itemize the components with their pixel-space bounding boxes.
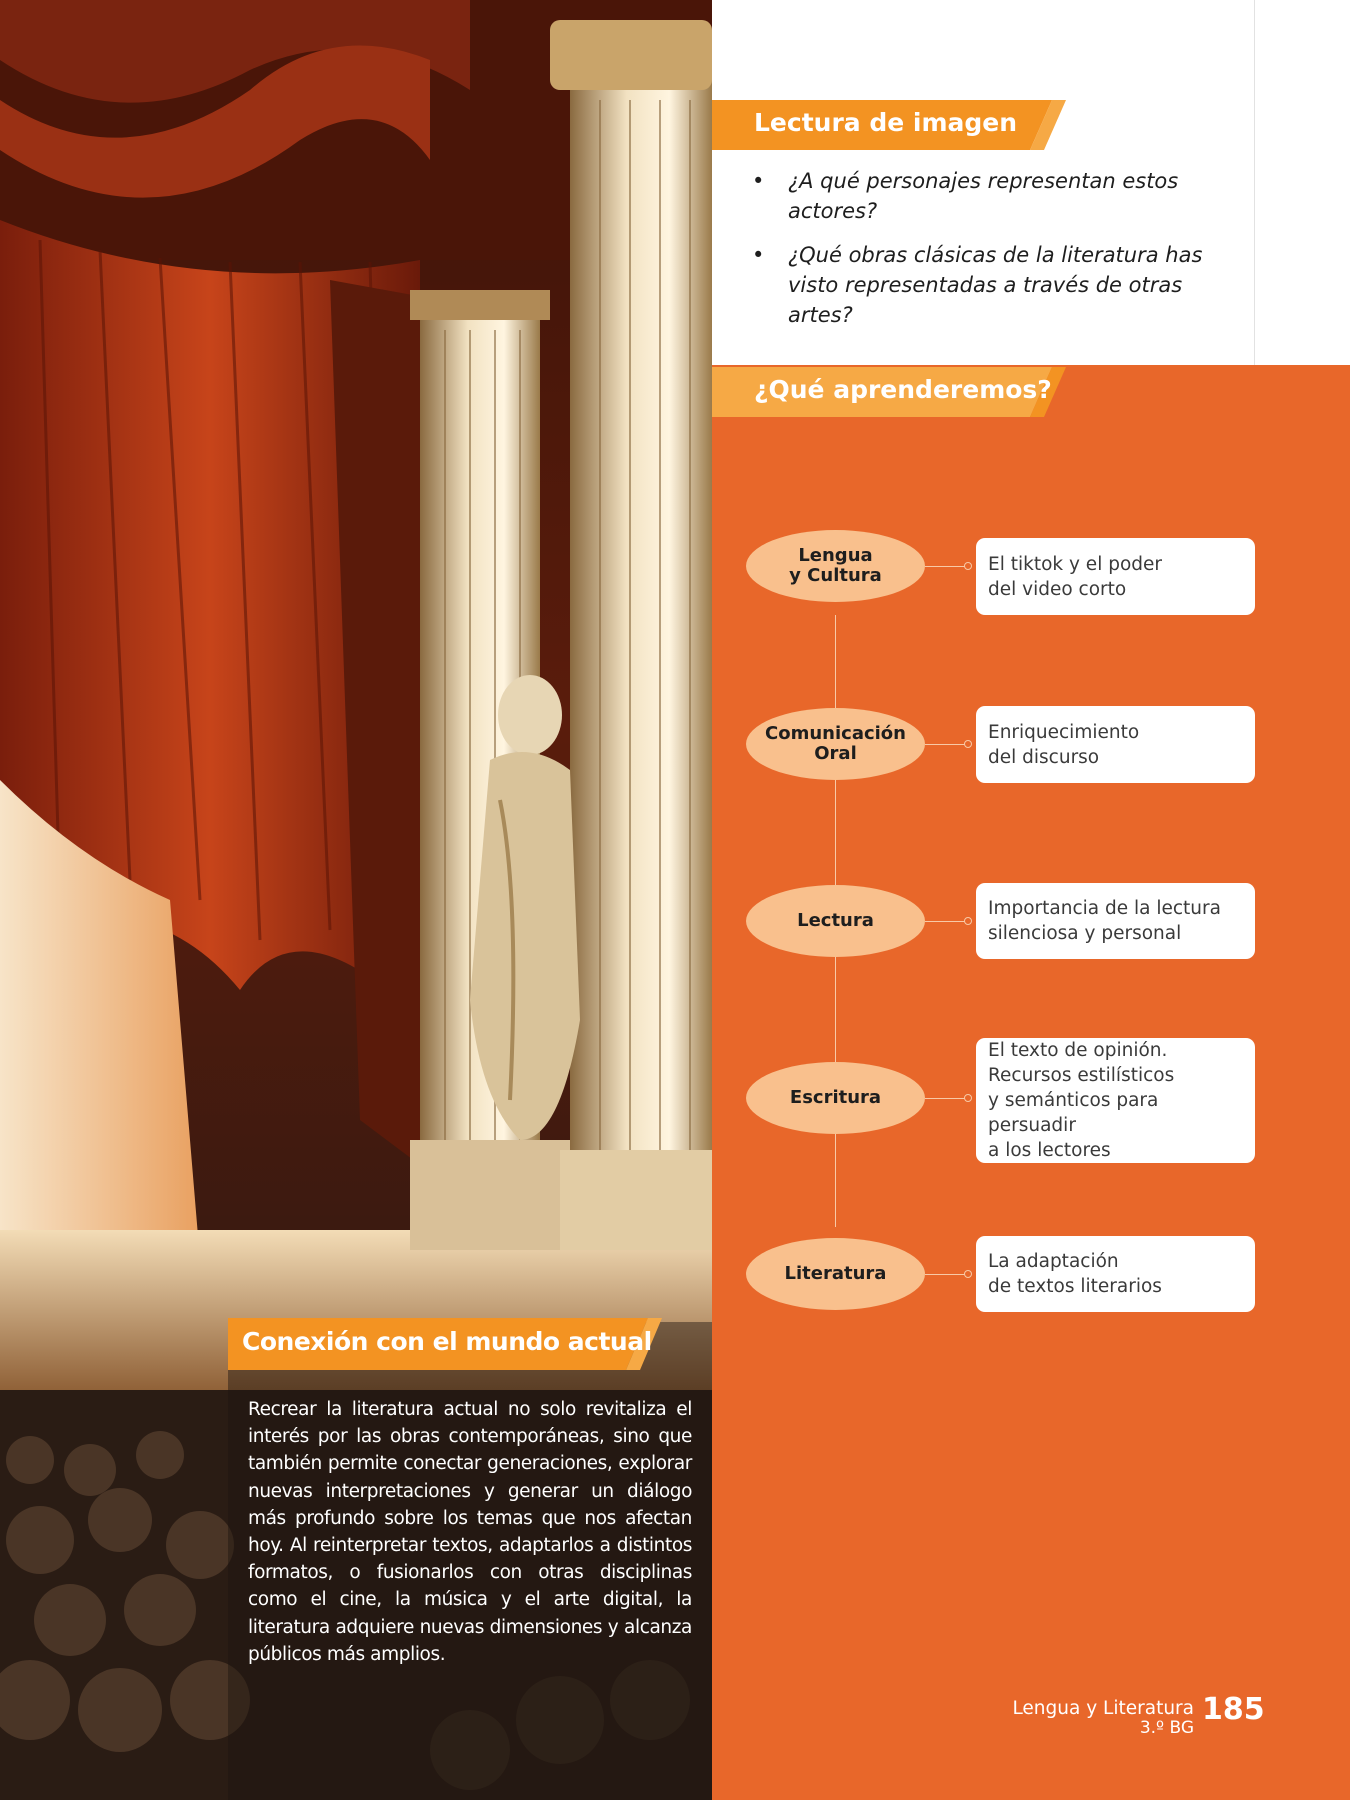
topic-card-lectura: Importancia de la lectura silenciosa y personal — [976, 883, 1255, 959]
node-literatura: Literatura — [746, 1238, 925, 1310]
connector-line — [925, 744, 967, 745]
topic-card-escritura: El texto de opinión. Recursos estilísticos y semánticos para persuadir a los lectores — [976, 1038, 1255, 1163]
reading-questions-list — [748, 166, 1248, 344]
node-comunicacion-oral: Comunicación Oral — [746, 708, 925, 780]
learning-section-banner — [712, 367, 1072, 417]
learning-section-title: ¿Qué aprenderemos? — [754, 375, 1052, 404]
node-escritura: Escritura — [746, 1062, 925, 1134]
connection-section-title: Conexión con el mundo actual — [242, 1327, 652, 1356]
node-lengua-cultura: Lengua y Cultura — [746, 530, 925, 602]
connector-dot — [964, 1270, 972, 1278]
connector-dot — [964, 1094, 972, 1102]
connector-dot — [964, 917, 972, 925]
node-lectura: Lectura — [746, 885, 925, 957]
topic-card-literatura: La adaptación de textos literarios — [976, 1236, 1255, 1312]
topic-card-lengua-cultura: El tiktok y el poder del video corto — [976, 538, 1255, 615]
reading-section-title: Lectura de imagen — [754, 108, 1018, 137]
connection-paragraph: Recrear la literatura actual no solo revitaliza el interés por las obras contemporáneas, sino que también permite conectar generaciones, explorar nuevas interpretaciones y generar un diálogo más profundo sobre los temas que nos afectan hoy. Al reinterpretar textos, adaptarlos a distintos formatos, o fusionarlos con otras disciplinas como el cine, la música y el arte digital, la literatura adquiere nuevas dimensiones y alcanza públicos más amplios. — [248, 1399, 692, 1665]
question-item: • ¿Qué obras clásicas de la literatura has visto representadas a través de otras artes? — [752, 243, 1203, 327]
page-number: 185 — [1202, 1692, 1265, 1727]
connector-line — [925, 921, 967, 922]
page-edge-line — [1254, 0, 1255, 365]
connector-line — [925, 1098, 967, 1099]
connector-line — [925, 566, 967, 567]
topic-card-comunicacion-oral: Enriquecimiento del discurso — [976, 706, 1255, 783]
question-item: • ¿A qué personajes representan estos actores? — [752, 169, 1179, 223]
connector-line — [925, 1274, 967, 1275]
connection-section-banner — [228, 1318, 672, 1370]
footer-grade: 3.º BG — [1139, 1718, 1194, 1738]
connector-dot — [964, 740, 972, 748]
footer-subject: Lengua y Literatura — [1012, 1698, 1194, 1719]
connector-dot — [964, 562, 972, 570]
reading-section-banner — [712, 100, 1072, 150]
